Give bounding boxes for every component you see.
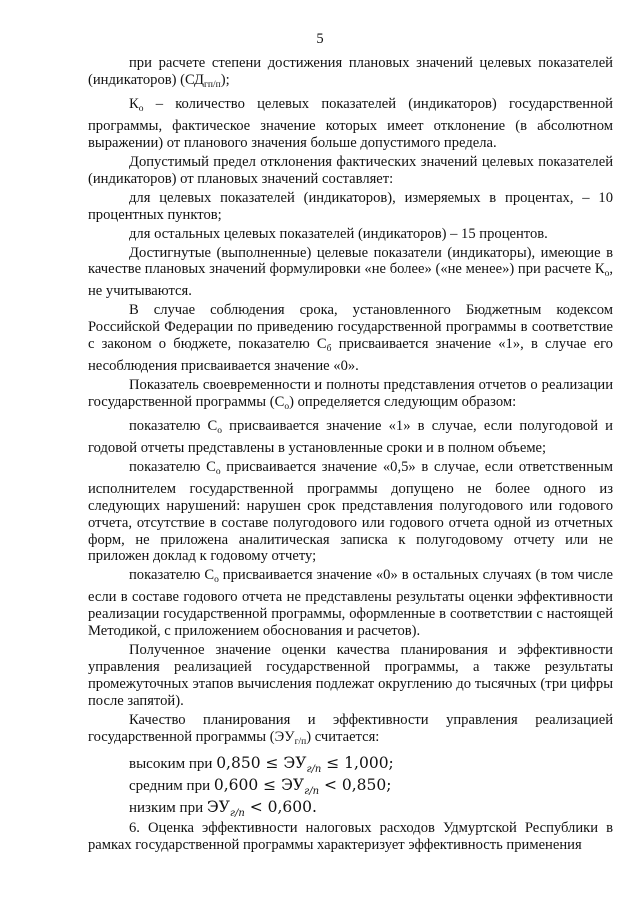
text-fragment: Качество планирования и эффективности управления реализацией государственной программы (ЭУ: [88, 711, 613, 745]
subscript: б: [326, 344, 332, 355]
text-fragment: ) считается:: [306, 728, 380, 745]
formula-subscript: г/п: [306, 763, 322, 775]
text-fragment: показателю С: [129, 417, 218, 434]
text-fragment: показателю С: [129, 458, 216, 475]
formula-text: 0,600 ≤ ЭУ: [213, 775, 305, 794]
subscript: о: [138, 103, 144, 114]
paragraph-reports-indicator: [88, 377, 613, 416]
subscript: г/п: [294, 736, 307, 747]
formula-high: [88, 754, 613, 773]
formula-text: ЭУ: [206, 797, 230, 816]
text-fragment: );: [220, 71, 230, 88]
paragraph-deviation-limit: Допустимый предел отклонения фактических значений целевых показателей (индикаторов) от плановых значений составляет:: [88, 153, 613, 187]
paragraph-value-zero: [88, 567, 613, 640]
text-fragment: присваивается значение «1» в случае, если полугодовой и годовой отчеты представлены в установленные сроки и в полном объеме;: [88, 417, 613, 456]
text-fragment: К: [129, 95, 139, 112]
paragraph-percent-indicators: для целевых показателей (индикаторов), измеряемых в процентах, – 10 процентных пунктов;: [88, 189, 613, 223]
formula-expression: [213, 775, 392, 797]
formula-expression: [216, 753, 394, 775]
document-body: [88, 55, 613, 856]
paragraph-achieved-indicators: [88, 245, 613, 301]
paragraph-ko-definition: [88, 96, 613, 152]
paragraph-value-half: [88, 459, 613, 565]
text-fragment: ) определяется следующим образом:: [289, 393, 517, 410]
paragraph-value-one: [88, 418, 613, 457]
formula-subscript: г/п: [304, 785, 320, 797]
formula-label: средним при: [129, 777, 211, 794]
formula-text: 0,850 ≤ ЭУ: [216, 753, 307, 772]
paragraph-tax-expenditures: 6. Оценка эффективности налоговых расходов Удмуртской Республики в рамках государственной программы характеризует эффективность применения: [88, 819, 613, 853]
subscript: о: [604, 269, 610, 280]
text-fragment: В случае соблюдения срока, установленного Бюджетным кодексом Российской Федерации по приведению государственной программы в соответствие с законом о бюджете, показателю С: [88, 302, 613, 353]
page-number: 5: [316, 31, 324, 47]
formula-expression: [206, 797, 317, 819]
text-fragment: присваивается значение «1», в случае его несоблюдения присваивается значение «0».: [88, 336, 613, 375]
formula-text: < 0,600.: [244, 797, 317, 816]
text-fragment: – количество целевых показателей (индикаторов) государственной программы, фактическое значение которых имеет отклонение (в абсолютном выражении) от планового значения больше допустимого предела.: [88, 95, 613, 151]
formula-text: ≤ 1,000;: [321, 753, 394, 772]
text-fragment: при расчете степени достижения плановых значений целевых показателей (индикаторов) (СД: [88, 55, 613, 88]
text-fragment: , не учитываются.: [88, 261, 613, 300]
formula-subscript: г/п: [229, 807, 245, 819]
paragraph-rounding: Полученное значение оценки качества планирования и эффективности управления реализацией государственной программы, а также результаты промежуточных этапов вычисления подлежат округлению до тысячных (три цифры после запятой).: [88, 642, 613, 709]
formula-low: [88, 798, 613, 817]
subscript: о: [217, 425, 222, 436]
text-fragment: присваивается значение «0» в остальных случаях (в том числе если в составе годового отчета не представлены результаты оценки эффективности реализации государственной программы, оформленные в соответствии с настоящей Методикой, с приложением обоснования и расчетов).: [88, 567, 613, 640]
paragraph-other-indicators: для остальных целевых показателей (индикаторов) – 15 процентов.: [129, 225, 548, 242]
paragraph-budget-code-deadline: [88, 302, 613, 375]
subscript: о: [284, 401, 290, 412]
subscript: гп/п: [203, 79, 221, 90]
formula-label: низким при: [129, 799, 204, 816]
subscript: о: [214, 575, 219, 586]
paragraph-quality-levels: [88, 712, 613, 751]
text-fragment: присваивается значение «0,5» в случае, если ответственным исполнителем государственной программы допущено не более одного из следующих нарушений: нарушен срок представления полугодового или годового отчета, отсутствие в составе полугодового или годового отчета одной из отчетных форм, не приложена аналитическая записка к полугодовому отчету или не приложен доклад к годовому отчету;: [88, 458, 613, 565]
subscript: о: [215, 466, 221, 477]
formula-label: высоким при: [129, 755, 213, 772]
text-fragment: Показатель своевременности и полноты представления отчетов о реализации государственной программы (С: [88, 377, 613, 410]
formula-text: < 0,850;: [319, 775, 392, 794]
text-fragment: Достигнутые (выполненные) целевые показатели (индикаторы), имеющие в качестве плановых значений формулировки «не более» («не менее») при расчете К: [88, 244, 613, 278]
text-fragment: показателю С: [129, 567, 215, 584]
formula-medium: [88, 776, 613, 795]
paragraph-sd-definition: [88, 55, 613, 94]
